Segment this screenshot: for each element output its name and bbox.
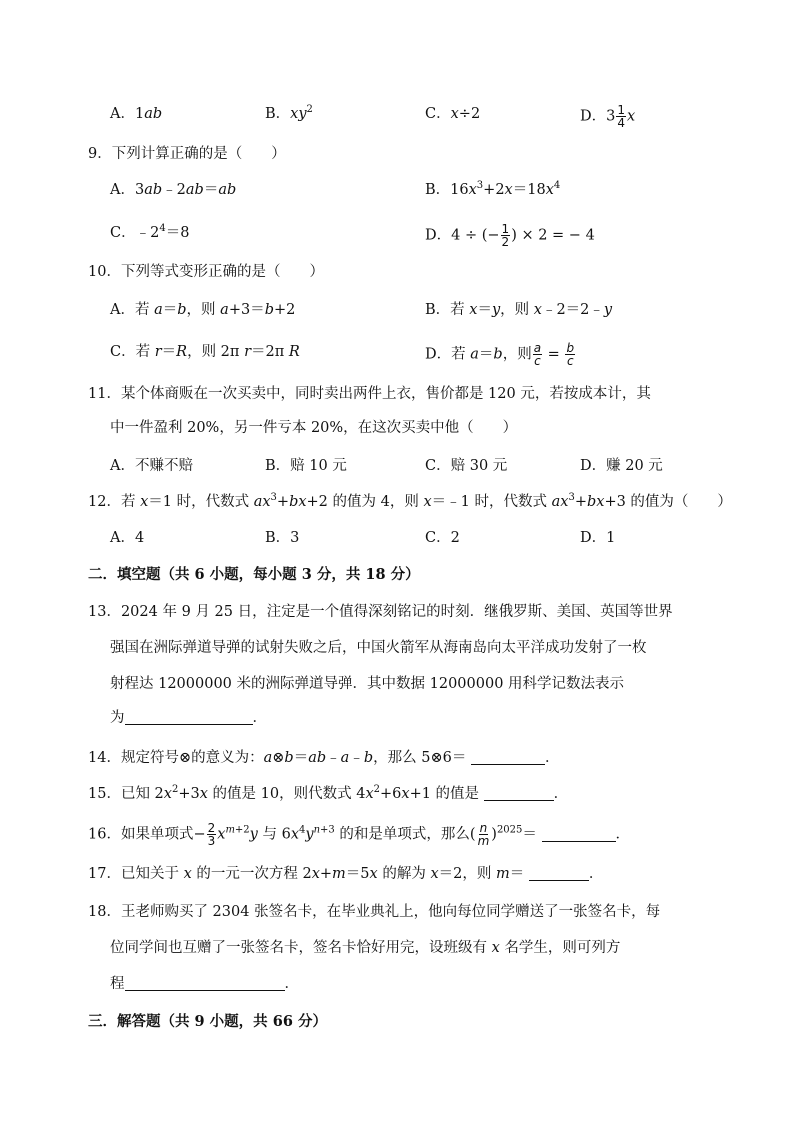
fraction: $\frac{b}{c}$ (566, 341, 575, 368)
option-letter: D． (425, 227, 452, 244)
option-letter: A． (110, 106, 135, 122)
q13-answer-blank[interactable] (125, 709, 253, 725)
q10-option-c: C．若 r＝R，则 2π r＝2π R (110, 344, 300, 360)
section-heading-fill-blank: 二．填空题（共 6 小题，每小题 3 分，共 18 分） (88, 566, 420, 583)
q11-option-d (580, 456, 663, 476)
option-letter: B． (265, 458, 291, 474)
option-text: 4 (134, 530, 145, 546)
q13-line1: 13．2024 年 9 月 25 日，注定是一个值得深刻铭记的时刻．继俄罗斯、美国、英国等世界 (88, 604, 673, 620)
option-letter: C． (425, 458, 451, 474)
q16-answer-blank[interactable] (542, 826, 616, 842)
q13-line3: 射程达 12000000 米的洲际弹道导弹．其中数据 12000000 用科学记数法表示 (110, 676, 625, 692)
option-letter: D． (580, 530, 607, 546)
q11-option-a (110, 456, 193, 476)
q14-suffix: ． (544, 750, 560, 766)
q14-line: 14．规定符号⊗的意义为：a⊗b＝ab﹣a﹣b，那么 5⊗6＝ ． (88, 750, 560, 766)
q8-option-d: D．3 $\frac{1}{4}$ x (580, 103, 636, 130)
option-letter: A． (110, 530, 135, 546)
option-letter: D． (580, 458, 607, 474)
q10-option-d: D．若 a＝b，则 $\frac{a}{c}$ = $\frac{b}{c}$ (425, 341, 575, 368)
q11-line2: 中一件盈利 20%，另一件亏本 20%，在这次买卖中他（ ） (110, 420, 518, 436)
option-letter: B． (425, 302, 451, 318)
option-letter: A． (110, 182, 135, 198)
option-letter: A． (110, 302, 135, 318)
q16-line: 16．如果单项式− $\frac{2}{3}$ $x^{m+2}y$ 与 $6x^4y^{n+3}$ 的和是单项式，那么( $\frac{n}{m}$ )$^{2025}$＝ ． (88, 821, 630, 848)
option-letter: D． (425, 346, 452, 363)
fraction: $\frac{1}{4}$ (617, 103, 626, 130)
q11-line1: 11．某个体商贩在一次买卖中，同时卖出两件上衣，售价都是 120 元，若按成本计，其 (88, 386, 651, 402)
q14-answer-blank[interactable] (471, 749, 545, 765)
q11-option-c (425, 456, 507, 476)
q9-stem: 9．下列计算正确的是（ ） (88, 146, 286, 162)
q17-line: 17．已知关于 x 的一元一次方程 2x+m＝5x 的解为 x＝2，则 m＝ ． (88, 866, 604, 882)
q17-answer-blank[interactable] (529, 865, 589, 881)
q15-answer-blank[interactable] (484, 785, 554, 801)
q9-option-a: A．3ab﹣2ab＝ab (110, 182, 237, 198)
option-letter: B． (265, 106, 291, 122)
option-text: 不赚不赔 (134, 458, 193, 474)
q18-line3 (110, 974, 299, 994)
q18-answer-blank[interactable] (125, 975, 285, 991)
option-letter: C． (425, 106, 451, 122)
option-text: 赔 10 元 (290, 458, 347, 474)
q15-line: 15．已知 $2x^2+3x$ 的值是 10，则代数式 $4x^2+6x+1$ 的值是 ． (88, 784, 569, 802)
option-letter: C． (425, 530, 451, 546)
q8-option-b: B．$xy^2$ (265, 104, 313, 122)
option-letter: A． (110, 458, 135, 474)
q13-line4 (110, 708, 267, 728)
q9-option-d: D．4 ÷ (− $\frac{1}{2}$ ) × 2 = − 4 (425, 222, 595, 249)
q18-prefix: 程 (110, 976, 125, 992)
fraction: $\frac{2}{3}$ (207, 821, 216, 848)
q12-option-c (425, 528, 460, 548)
fraction: $\frac{a}{c}$ (533, 341, 542, 368)
option-letter: C． (110, 344, 136, 360)
q18-line1: 18．王老师购买了 2304 张签名卡，在毕业典礼上，他向每位同学赠送了一张签名卡，每 (88, 904, 661, 920)
q18-line2: 位同学间也互赠了一张签名卡，签名卡恰好用完，设班级有 x 名学生，则可列方 (110, 940, 621, 956)
q16-suffix: ． (615, 826, 630, 843)
option-text: 赚 20 元 (606, 458, 663, 474)
q8-option-c: C．x÷2 (425, 106, 481, 122)
q11-option-b (265, 456, 347, 476)
q12-option-d (580, 528, 615, 548)
q9-option-b: B．$16x^3+2x=18x^4$ (425, 180, 561, 198)
option-text: 2 (450, 530, 460, 546)
fraction: $\frac{n}{m}$ (477, 821, 490, 848)
section-heading-solutions: 三．解答题（共 9 小题，共 66 分） (88, 1013, 327, 1030)
option-text: 1 (606, 530, 616, 546)
option-letter: B． (425, 182, 451, 198)
q15-suffix: ． (553, 786, 569, 802)
q12-option-b (265, 528, 299, 548)
q10-stem: 10．下列等式变形正确的是（ ） (88, 264, 324, 280)
q12-option-a (110, 528, 144, 548)
q17-suffix: ． (588, 866, 604, 882)
option-letter: B． (265, 530, 291, 546)
q10-option-a: A．若 a＝b，则 a+3＝b+2 (110, 302, 296, 318)
option-text: 3 (290, 530, 300, 546)
q13-prefix: 为 (110, 710, 125, 726)
q12-stem: 12．若 x＝1 时，代数式 $ax^3+bx+2$ 的值为 4，则 x＝﹣1 时，代数式 $ax^3+bx+3$ 的值为（ ） (88, 492, 732, 510)
option-letter: C． (110, 225, 136, 241)
q8-option-a: A．1ab (110, 106, 163, 122)
q9-option-c: C．$﹣2^4=8$ (110, 223, 190, 241)
q13-line2: 强国在洲际弹道导弹的试射失败之后，中国火箭军从海南岛向太平洋成功发射了一枚 (110, 640, 647, 656)
option-letter: D． (580, 108, 607, 125)
option-text: 赔 30 元 (450, 458, 508, 474)
fraction: $\frac{1}{2}$ (501, 222, 510, 249)
q13-suffix: ． (252, 710, 267, 726)
q10-option-b: B．若 x＝y，则 x﹣2＝2﹣y (425, 302, 613, 318)
q18-suffix: ． (284, 976, 299, 992)
